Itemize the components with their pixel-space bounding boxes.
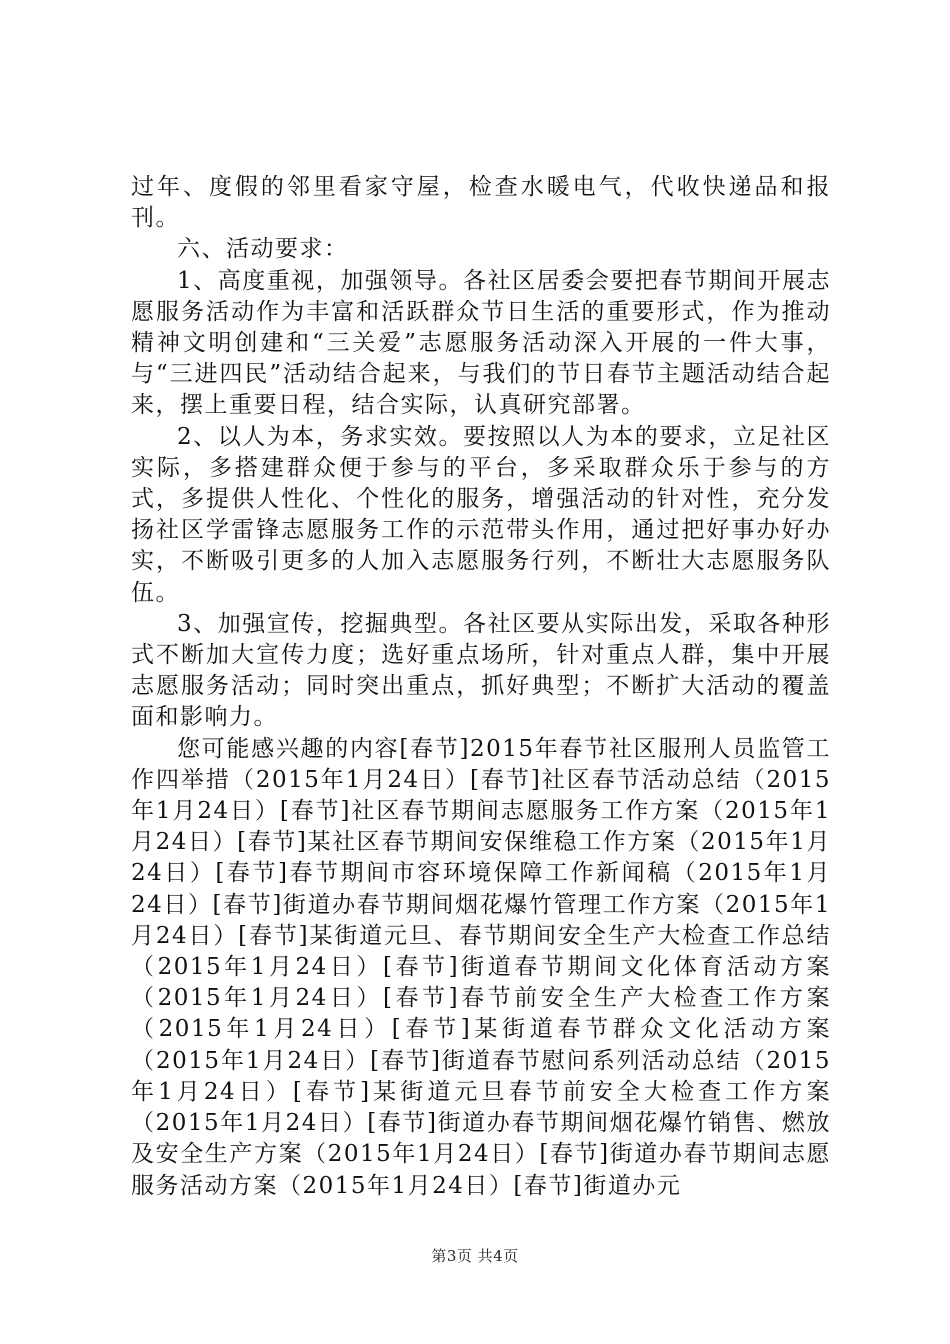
paragraph-related-content: 您可能感兴趣的内容[春节]2015年春节社区服刑人员监管工作四举措（2015年1月24日）[春节]社区春节活动总结（2015年1月24日）[春节]社区春节期间志愿服务工作方案（2015年1月24日）[春节]某社区春节期间安保维稳工作方案（2015年1月24日）[春节]春节期间市容环境保障工作新闻稿（2015年1月24日）[春节]街道办春节期间烟花爆竹管理工作方案（2015年1月24日）[春节]某街道元旦、春节期间安全生产大检查工作总结（2015年1月24日）[春节]街道春节期间文化体育活动方案（2015年1月24日）[春节]春节前安全生产大检查工作方案（2015年1月24日）[春节]某街道春节群众文化活动方案（2015年1月24日）[春节]街道春节慰问系列活动总结（2015年1月24日）[春节]某街道元旦春节前安全大检查工作方案（2015年1月24日）[春节]街道办春节期间烟花爆竹销售、燃放及安全生产方案（2015年1月24日）[春节]街道办春节期间志愿服务活动方案（2015年1月24日）[春节]街道办元 [131, 735, 831, 1199]
section-heading-requirements: 六、活动要求： [177, 236, 349, 263]
document-body [131, 172, 831, 1202]
paragraph-requirement-1: 1、高度重视，加强领导。各社区居委会要把春节期间开展志愿服务活动作为丰富和活跃群众节日生活的重要形式，作为推动精神文明创建和“三关爱”志愿服务活动深入开展的一件大事，与“三进四民”活动结合起来，与我们的节日春节主题活动结合起来，摆上重要日程，结合实际，认真研究部署。 [131, 267, 831, 419]
paragraph-requirement-3: 3、加强宣传，挖掘典型。各社区要从实际出发，采取各种形式不断加大宣传力度；选好重点场所，针对重点人群，集中开展志愿服务活动；同时突出重点，抓好典型；不断扩大活动的覆盖面和影响力。 [131, 610, 831, 731]
paragraph-requirement-2: 2、以人为本，务求实效。要按照以人为本的要求，立足社区实际，多搭建群众便于参与的平台，多采取群众乐于参与的方式，多提供人性化、个性化的服务，增强活动的针对性，充分发扬社区学雷锋志愿服务工作的示范带头作用，通过把好事办好办实，不断吸引更多的人加入志愿服务行列，不断壮大志愿服务队伍。 [131, 423, 831, 606]
page-footer: 第3页 共4页 [431, 1247, 519, 1265]
paragraph-intro-continuation: 过年、度假的邻里看家守屋，检查水暖电气，代收快递品和报刊。 [131, 174, 831, 232]
